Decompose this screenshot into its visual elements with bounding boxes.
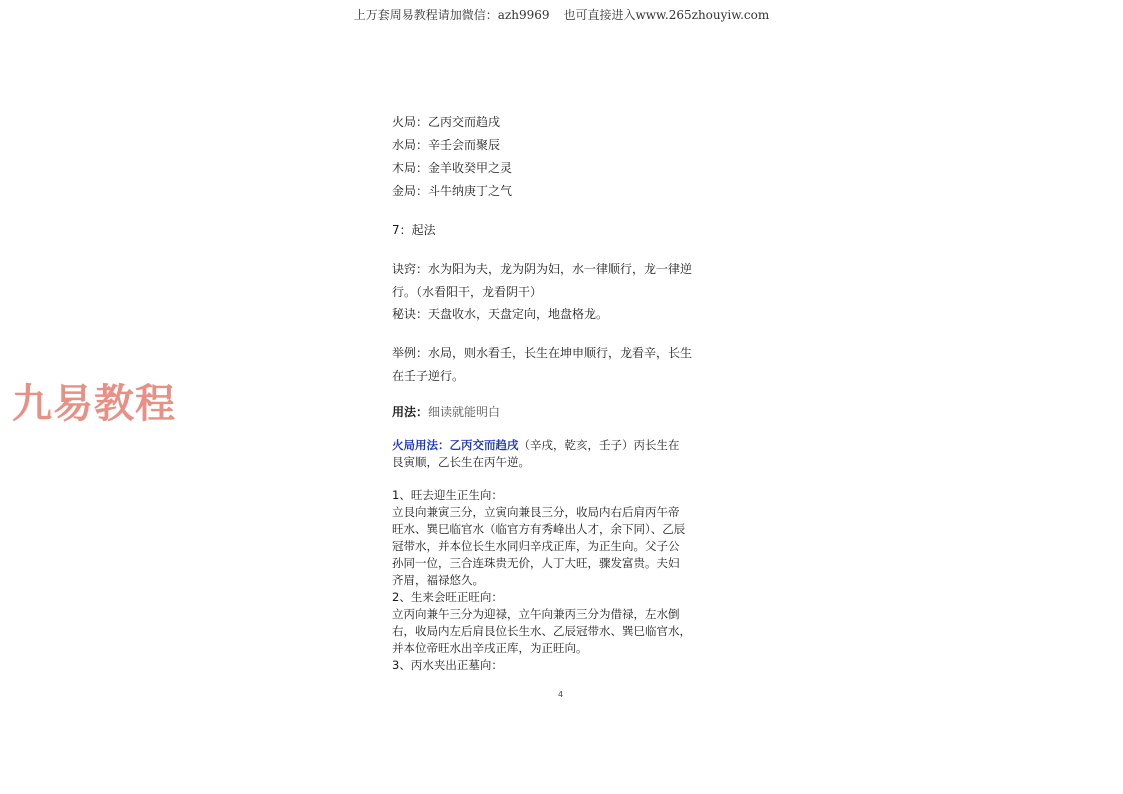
header-website-text: 也可直接进入www.265zhouyiw.com [563,8,770,22]
example-line-1: 举例：水局，则水看壬，长生在坤申顺行，龙看辛，长生 [392,346,693,360]
header-wechat-text: 上万套周易教程请加微信：azh9969 [353,8,550,22]
ju-line-fire: 火局：乙丙交而趋戌 [392,115,501,129]
section2-line-2: 右，收局内左后肩艮位长生水、乙辰冠带水、巽巳临官水， [392,624,691,638]
qifa-title: 7：起法 [392,223,436,237]
page-number: 4 [558,690,564,699]
ju-line-metal: 金局：斗牛纳庚丁之气 [392,184,513,198]
section1-line-1: 立艮向兼寅三分，立寅向兼艮三分，收局内右后肩丙午帝 [392,505,680,519]
huoju-line-2: 艮寅顺，乙长生在丙午逆。 [392,455,530,469]
huoju-label: 火局用法：乙丙交而趋戌 [392,438,519,452]
ju-line-wood: 木局：金羊收癸甲之灵 [392,161,513,175]
section1-title: 1、旺去迎生正生向： [392,488,503,502]
section3-title: 3、丙水夹出正墓向： [392,658,503,672]
page-header [0,6,1123,23]
watermark-logo: 九易教程 [12,381,176,427]
jueqiao-line-1: 诀窍：水为阳为夫，龙为阴为妇，水一律顺行，龙一律逆 [392,262,693,276]
usage-text: 细读就能明白 [428,405,501,419]
section2-title: 2、生来会旺正旺向： [392,590,503,604]
mijue-line: 秘诀：天盘收水，天盘定向，地盘格龙。 [392,307,609,321]
jueqiao-line-2: 行。（水看阳干，龙看阴干） [392,285,543,299]
section1-line-3: 冠带水，并本位长生水同归辛戌正库，为正生向。父子公 [392,539,680,553]
usage-label: 用法： [392,405,429,419]
usage-line [392,401,500,424]
section2-line-3: 并本位帝旺水出辛戌正库，为正旺向。 [392,641,588,655]
example-line-2: 在壬子逆行。 [392,369,465,383]
ju-line-water: 水局：辛壬会而聚辰 [392,138,501,152]
section2-line-1: 立丙向兼午三分为迎禄，立午向兼丙三分为借禄，左水倒 [392,607,680,621]
section1-line-4: 孙同一位，三合连珠贵无价，人丁大旺，骤发富贵。夫妇 [392,556,680,570]
huoju-line-1 [392,437,680,454]
section1-line-5: 齐眉，福禄悠久。 [392,573,484,587]
huoju-rest: （辛戌，乾亥，壬子）丙长生在 [518,438,680,452]
section1-line-2: 旺水、巽巳临官水（临官方有秀峰出人才，余下同）、乙辰 [392,522,686,536]
